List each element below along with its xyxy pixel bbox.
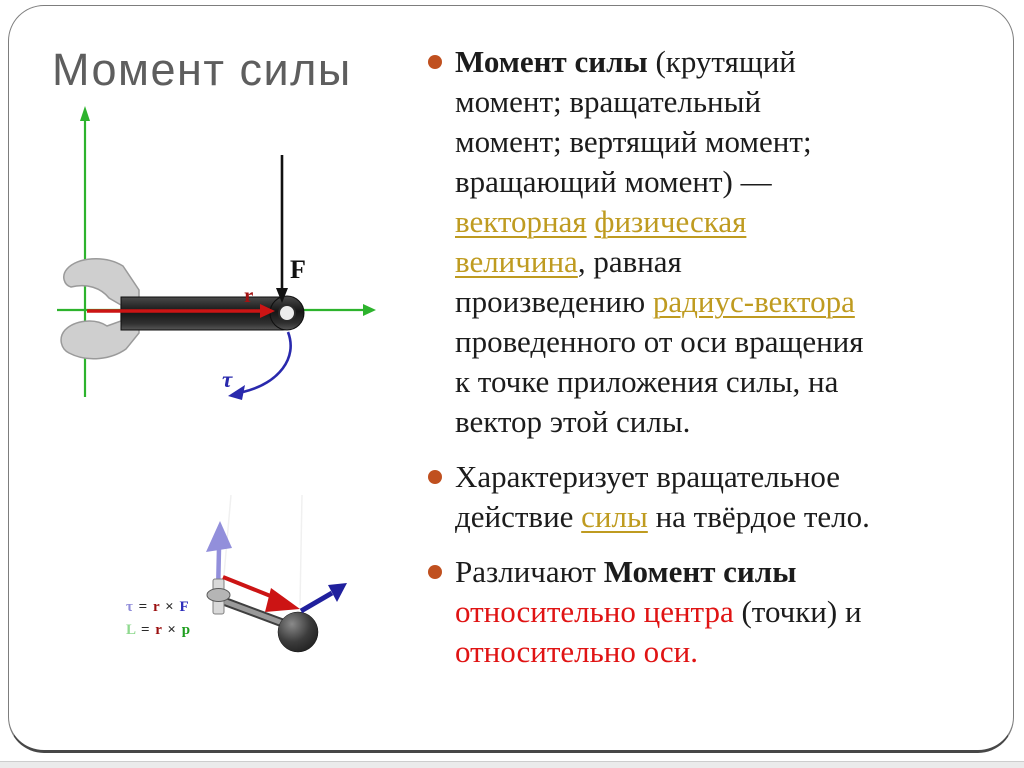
wrench-torque-figure	[25, 100, 385, 410]
text-segment: вектор этой силы.	[455, 404, 691, 439]
formula-segment: =	[133, 599, 153, 615]
formula-segment: L	[126, 622, 137, 638]
wrench-hole	[279, 305, 295, 321]
text-segment: момент; вертящий момент;	[455, 124, 812, 159]
bullet-item	[428, 552, 1008, 672]
text-segment: , равная	[577, 244, 682, 279]
text-line	[455, 632, 1008, 672]
formula-segment: F	[179, 599, 190, 615]
bullet-item	[428, 42, 1008, 442]
text-line	[455, 457, 1008, 497]
hyperlink[interactable]: радиус-вектора	[652, 284, 855, 319]
formula-segment: r	[152, 599, 161, 615]
formula-segment: p	[181, 622, 192, 638]
horizontal-axis-arrowhead	[363, 304, 376, 316]
text-segment: Различают	[455, 554, 604, 589]
text-line	[455, 497, 1008, 537]
text-segment: (точки) и	[733, 594, 862, 629]
hyperlink[interactable]: векторная	[455, 204, 587, 239]
force-label: F	[290, 255, 306, 284]
pivot-nut	[207, 589, 230, 602]
formula-segment: r	[155, 622, 163, 638]
torque-label: τ	[222, 367, 233, 392]
text-segment: на твёрдое тело.	[647, 499, 870, 534]
text-line	[455, 42, 1008, 82]
text-segment: момент; вращательный	[455, 84, 762, 119]
formula-segment: =	[136, 622, 156, 638]
hyperlink[interactable]: силы	[581, 499, 648, 534]
slide-title: Момент силы	[52, 44, 352, 95]
text-segment: действие	[455, 499, 582, 534]
text-segment: Характеризует вращательное	[455, 459, 841, 494]
vertical-axis-arrowhead	[80, 106, 90, 121]
text-line	[455, 592, 1008, 632]
text-segment: произведению	[455, 284, 653, 319]
text-line	[455, 242, 1008, 282]
text-segment: (крутящий	[647, 44, 796, 79]
text-line	[455, 202, 1008, 242]
bullet-item	[428, 457, 1008, 537]
torque-arc	[243, 332, 291, 392]
text-line	[455, 282, 1008, 322]
hyperlink[interactable]: величина	[455, 244, 578, 279]
formula-angular-momentum	[126, 619, 191, 642]
momentum-vector-arrow	[301, 593, 332, 611]
wrench-torque-svg	[25, 100, 385, 410]
radius-label: r	[244, 283, 254, 307]
formula-segment: τ	[126, 599, 134, 615]
text-segment: проведенного от оси вращения	[455, 324, 864, 359]
text-line	[455, 322, 1008, 362]
text-segment: Момент силы	[455, 44, 648, 79]
mass-ball	[278, 612, 318, 652]
hyperlink[interactable]: физическая	[594, 204, 747, 239]
formula-segment: ×	[162, 622, 182, 638]
radius-vector-arrowhead	[265, 588, 300, 612]
text-segment: к точке приложения силы, на	[455, 364, 839, 399]
text-segment: относительно оси.	[455, 634, 698, 669]
formula-block	[126, 596, 191, 642]
bullet-marker	[428, 565, 442, 579]
text-line	[455, 162, 1008, 202]
bullet-text-column	[428, 42, 1008, 672]
guide-line	[300, 495, 302, 605]
text-line	[455, 82, 1008, 122]
text-line	[455, 122, 1008, 162]
text-line	[455, 362, 1008, 402]
text-segment: Момент силы	[603, 554, 797, 589]
formula-torque	[126, 596, 191, 619]
text-line	[455, 552, 1008, 592]
bullet-marker	[428, 55, 442, 69]
text-segment: относительно центра	[455, 594, 734, 629]
formula-segment: ×	[160, 599, 180, 615]
text-segment: вращающий момент) —	[455, 164, 772, 199]
bullet-marker	[428, 470, 442, 484]
text-line	[455, 402, 1008, 442]
